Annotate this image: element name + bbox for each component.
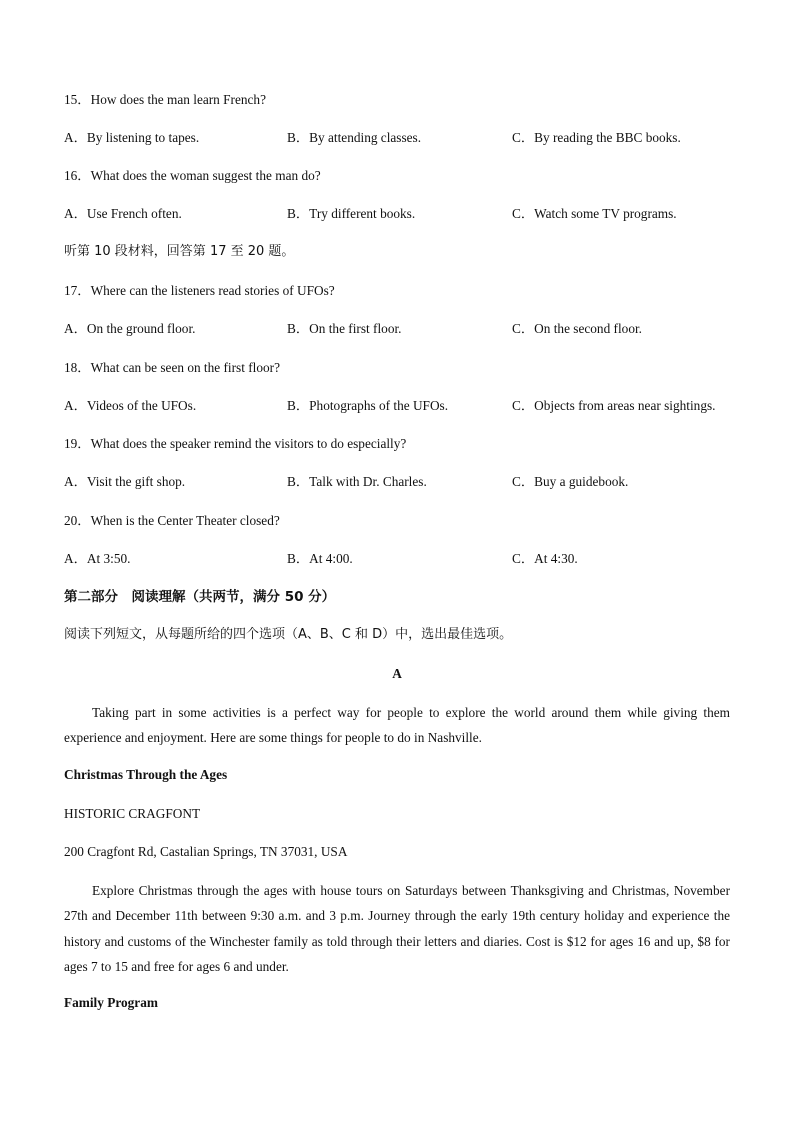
option-a: A．On the ground floor. [64,321,196,336]
option-c: C．By reading the BBC books. [512,130,681,145]
option-a: A．Visit the gift shop. [64,474,186,489]
event-title: Family Program [64,995,158,1010]
option-b: B．At 4:00. [287,551,353,566]
question-20-options [64,550,730,568]
question-18-stem: 18．What can be seen on the first floor? [64,360,280,375]
question-20-stem: 20．When is the Center Theater closed? [64,513,280,528]
event-address: 200 Cragfont Rd, Castalian Springs, TN 37031, USA [64,844,348,859]
option-c: C．Buy a guidebook. [512,474,629,489]
question-17-options [64,320,730,338]
reading-instruction: 阅读下列短文，从每题所给的四个选项（A、B、C 和 D）中，选出最佳选项。 [64,627,513,642]
question-15-options [64,129,730,147]
option-c: C．Objects from areas near sightings. [512,398,716,413]
option-c: C．At 4:30. [512,551,578,566]
option-b: B．Try different books. [287,206,416,221]
question-16-options [64,205,730,223]
passage-intro: Taking part in some activities is a perfect way for people to explore the world around them while giving them experience and enjoyment. Here are some things for people to do in Nashville. [64,705,730,746]
option-b: B．Photographs of the UFOs. [287,398,449,413]
question-18-options [64,397,730,415]
listening-instruction: 听第 10 段材料，回答第 17 至 20 题。 [64,244,295,259]
question-19-stem: 19．What does the speaker remind the visitors to do especially? [64,436,407,451]
option-a: A．By listening to tapes. [64,130,200,145]
option-c: C．On the second floor. [512,321,642,336]
option-c: C．Watch some TV programs. [512,206,677,221]
event-venue: HISTORIC CRAGFONT [64,806,201,821]
option-b: B．Talk with Dr. Charles. [287,474,427,489]
passage-label: A [392,666,402,681]
question-19-options [64,473,730,491]
option-a: A．At 3:50. [64,551,131,566]
section-title: 第二部分 阅读理解（共两节，满分 50 分） [64,589,336,605]
option-b: B．By attending classes. [287,130,422,145]
option-a: A．Videos of the UFOs. [64,398,197,413]
question-15-stem: 15．How does the man learn French? [64,92,266,107]
event-title: Christmas Through the Ages [64,767,228,782]
question-16-stem: 16．What does the woman suggest the man do? [64,168,321,183]
question-17-stem: 17．Where can the listeners read stories of UFOs? [64,283,335,298]
event-description: Explore Christmas through the ages with house tours on Saturdays between Thanksgiving and Christmas, November 27th and December 11th between 9:30 a.m. and 3 p.m. Journey through the early 19th century holiday and experience the history and customs of the Winchester family as told through their letters and diaries. Cost is $12 for ages 16 and up, $8 for ages 7 to 15 and free for ages 6 and under. [64,883,730,974]
option-a: A．Use French often. [64,206,182,221]
option-b: B．On the first floor. [287,321,402,336]
